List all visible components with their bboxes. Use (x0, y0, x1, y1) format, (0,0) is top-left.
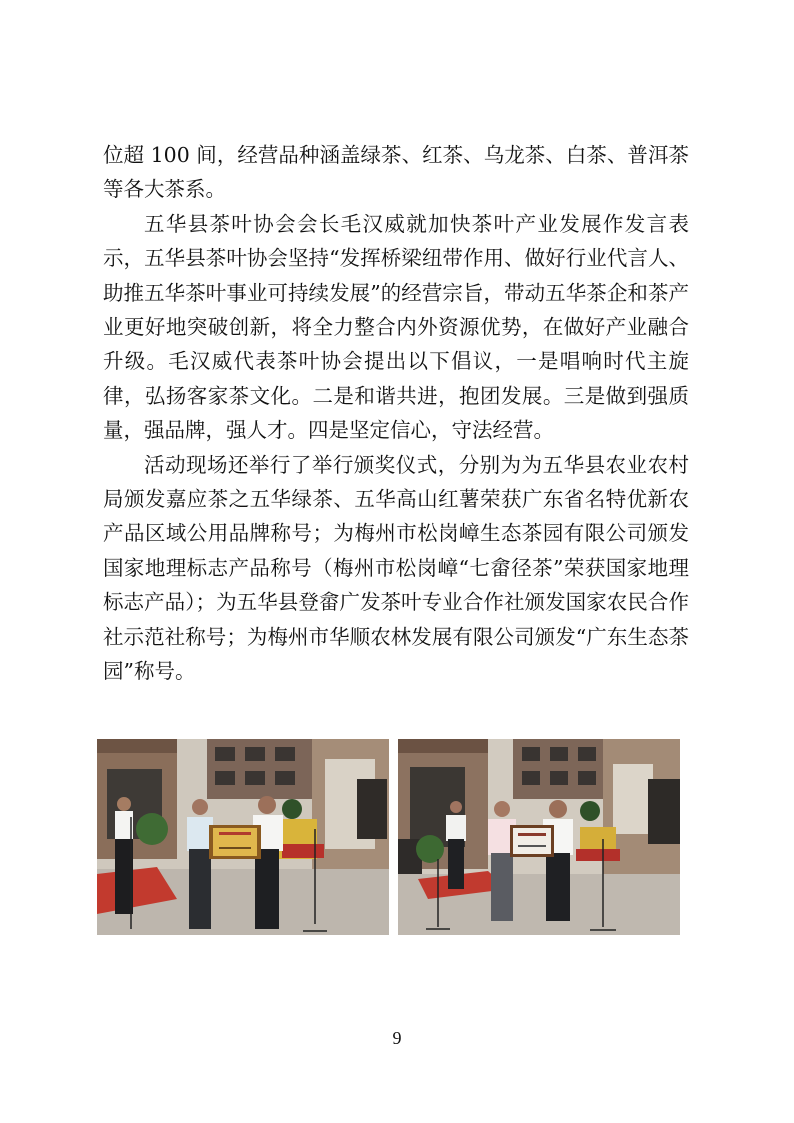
photo-left-illustration (97, 739, 389, 935)
paragraph-3: 活动现场还举行了举行颁奖仪式，分别为为五华县农业农村局颁发嘉应茶之五华绿茶、五华高山红薯荣获广东省名特优新农产品区域公用品牌称号；为梅州市松岗嶂生态茶园有限公司颁发国家地理标志产品称号（梅州市松岗嶂“七畲径茶”荣获国家地理标志产品）；为五华县登畲广发茶叶专业合作社颁发国家农民合作社示范社称号；为梅州市华顺农林发展有限公司颁发“广东生态茶园”称号。 (103, 452, 689, 684)
award-ceremony-photo-right (398, 739, 680, 935)
award-ceremony-photo-left (97, 739, 389, 935)
photo-row (97, 739, 680, 935)
paragraph-2: 五华县茶叶协会会长毛汉威就加快茶叶产业发展作发言表示，五华县茶叶协会坚持“发挥桥梁纽带作用、做好行业代言人、助推五华茶叶事业可持续发展”的经营宗旨，带动五华茶企和茶产业更好地突破创新，将全力整合内外资源优势，在做好产业融合升级。毛汉威代表茶叶协会提出以下倡议，一是唱响时代主旋律，弘扬客家茶文化。二是和谐共进，抱团发展。三是做到强质量，强品牌，强人才。四是坚定信心，守法经营。 (103, 211, 689, 443)
photo-right-illustration (398, 739, 680, 935)
paragraph-1: 位超 100 间，经营品种涵盖绿茶、红茶、乌龙茶、白茶、普洱茶等各大茶系。 (103, 143, 689, 202)
body-text (103, 138, 689, 689)
page-number: 9 (392, 1028, 402, 1048)
